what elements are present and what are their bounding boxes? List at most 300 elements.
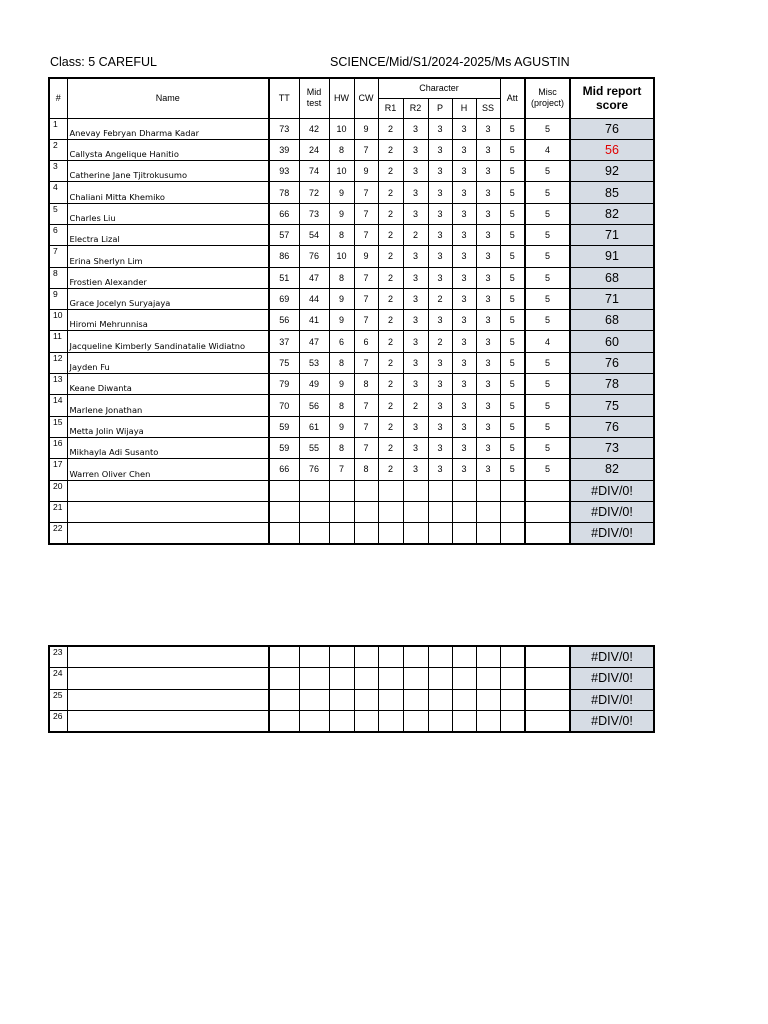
student-name xyxy=(67,646,269,668)
cw-score xyxy=(354,710,378,732)
misc-score: 5 xyxy=(525,118,570,139)
p-score: 3 xyxy=(428,246,452,267)
student-name: Callysta Angelique Hanitio xyxy=(67,139,269,160)
tt-score: 69 xyxy=(269,288,299,309)
ss-score xyxy=(476,523,500,545)
col-header-hw: HW xyxy=(329,78,354,118)
r1-score: 2 xyxy=(378,224,403,245)
r1-score xyxy=(378,646,403,668)
h-score: 3 xyxy=(452,118,476,139)
tt-score: 57 xyxy=(269,224,299,245)
col-header-r1: R1 xyxy=(378,98,403,118)
cw-score xyxy=(354,668,378,689)
tt-score: 51 xyxy=(269,267,299,288)
table-row xyxy=(49,710,654,732)
ss-score: 3 xyxy=(476,416,500,437)
h-score: 3 xyxy=(452,161,476,182)
att-score xyxy=(500,710,525,732)
h-score xyxy=(452,501,476,522)
p-score xyxy=(428,668,452,689)
hw-score xyxy=(329,480,354,501)
student-name: Jayden Fu xyxy=(67,352,269,373)
r2-score: 3 xyxy=(403,288,428,309)
mid-report-score: 68 xyxy=(570,267,654,288)
ss-score: 3 xyxy=(476,139,500,160)
r2-score: 3 xyxy=(403,437,428,458)
tt-score xyxy=(269,668,299,689)
hw-score: 9 xyxy=(329,416,354,437)
student-name: Mikhayla Adi Susanto xyxy=(67,437,269,458)
student-name: Marlene Jonathan xyxy=(67,395,269,416)
student-name: Electra Lizal xyxy=(67,224,269,245)
ss-score xyxy=(476,501,500,522)
mid-report-score: #DIV/0! xyxy=(570,646,654,668)
att-score: 5 xyxy=(500,161,525,182)
hw-score xyxy=(329,646,354,668)
r2-score: 3 xyxy=(403,182,428,203)
cw-score xyxy=(354,523,378,545)
r1-score: 2 xyxy=(378,288,403,309)
misc-score: 5 xyxy=(525,246,570,267)
r2-score: 3 xyxy=(403,161,428,182)
cw-score: 7 xyxy=(354,288,378,309)
row-number: 13 xyxy=(49,374,67,395)
col-header-cw: CW xyxy=(354,78,378,118)
hw-score xyxy=(329,668,354,689)
misc-score xyxy=(525,668,570,689)
ss-score xyxy=(476,646,500,668)
mid-report-score: 76 xyxy=(570,416,654,437)
hw-score xyxy=(329,689,354,710)
ss-score xyxy=(476,689,500,710)
r1-score: 2 xyxy=(378,310,403,331)
p-score: 3 xyxy=(428,459,452,480)
p-score: 2 xyxy=(428,331,452,352)
col-header-character: Character xyxy=(378,78,500,98)
r2-score xyxy=(403,668,428,689)
ss-score: 3 xyxy=(476,267,500,288)
ss-score xyxy=(476,668,500,689)
row-number: 8 xyxy=(49,267,67,288)
r2-score: 3 xyxy=(403,459,428,480)
p-score xyxy=(428,710,452,732)
ss-score xyxy=(476,710,500,732)
student-name: Catherine Jane Tjitrokusumo xyxy=(67,161,269,182)
student-name: Jacqueline Kimberly Sandinatalie Widiatno xyxy=(67,331,269,352)
r1-score: 2 xyxy=(378,331,403,352)
p-score: 3 xyxy=(428,203,452,224)
mid-test-score: 56 xyxy=(299,395,329,416)
mid-report-score: 71 xyxy=(570,288,654,309)
table-row xyxy=(49,501,654,522)
row-number: 7 xyxy=(49,246,67,267)
r2-score: 2 xyxy=(403,395,428,416)
student-name: Keane Diwanta xyxy=(67,374,269,395)
tt-score xyxy=(269,501,299,522)
ss-score: 3 xyxy=(476,161,500,182)
col-header-num: # xyxy=(49,78,67,118)
r2-score: 3 xyxy=(403,267,428,288)
mid-test-score: 24 xyxy=(299,139,329,160)
table-row xyxy=(49,523,654,545)
cw-score xyxy=(354,480,378,501)
misc-score: 5 xyxy=(525,374,570,395)
cw-score: 7 xyxy=(354,416,378,437)
h-score: 3 xyxy=(452,310,476,331)
r2-score: 3 xyxy=(403,246,428,267)
tt-score xyxy=(269,480,299,501)
table-row xyxy=(49,288,654,309)
ss-score: 3 xyxy=(476,331,500,352)
table-row xyxy=(49,203,654,224)
hw-score: 8 xyxy=(329,139,354,160)
mid-report-score: #DIV/0! xyxy=(570,668,654,689)
table-row xyxy=(49,161,654,182)
p-score: 3 xyxy=(428,352,452,373)
row-number: 22 xyxy=(49,523,67,545)
row-number: 4 xyxy=(49,182,67,203)
row-number: 25 xyxy=(49,689,67,710)
p-score xyxy=(428,480,452,501)
student-name xyxy=(67,689,269,710)
table-row xyxy=(49,267,654,288)
hw-score: 8 xyxy=(329,267,354,288)
tt-score xyxy=(269,689,299,710)
mid-report-score: #DIV/0! xyxy=(570,501,654,522)
p-score: 3 xyxy=(428,118,452,139)
ss-score: 3 xyxy=(476,118,500,139)
mid-test-score: 76 xyxy=(299,246,329,267)
p-score: 3 xyxy=(428,182,452,203)
student-name: Erina Sherlyn Lim xyxy=(67,246,269,267)
mid-report-score: 91 xyxy=(570,246,654,267)
table-row xyxy=(49,646,654,668)
hw-score xyxy=(329,710,354,732)
att-score xyxy=(500,668,525,689)
misc-score: 5 xyxy=(525,416,570,437)
mid-test-score: 53 xyxy=(299,352,329,373)
misc-score: 5 xyxy=(525,352,570,373)
h-score: 3 xyxy=(452,139,476,160)
ss-score: 3 xyxy=(476,352,500,373)
class-label: Class: 5 CAREFUL xyxy=(50,55,157,69)
mid-report-score: 76 xyxy=(570,352,654,373)
r1-score xyxy=(378,668,403,689)
misc-score: 5 xyxy=(525,161,570,182)
h-score: 3 xyxy=(452,267,476,288)
cw-score: 7 xyxy=(354,224,378,245)
mid-report-score: 73 xyxy=(570,437,654,458)
misc-score: 5 xyxy=(525,310,570,331)
p-score: 3 xyxy=(428,139,452,160)
r1-score: 2 xyxy=(378,203,403,224)
mid-report-score: 82 xyxy=(570,459,654,480)
table-row xyxy=(49,139,654,160)
h-score: 3 xyxy=(452,203,476,224)
att-score: 5 xyxy=(500,331,525,352)
r1-score: 2 xyxy=(378,352,403,373)
misc-score: 5 xyxy=(525,203,570,224)
mid-report-score: 60 xyxy=(570,331,654,352)
col-header-r2: R2 xyxy=(403,98,428,118)
row-number: 16 xyxy=(49,437,67,458)
h-score: 3 xyxy=(452,416,476,437)
subject-label: SCIENCE/Mid/S1/2024-2025/Ms AGUSTIN xyxy=(330,55,570,69)
row-number: 23 xyxy=(49,646,67,668)
tt-score xyxy=(269,646,299,668)
mid-report-score: #DIV/0! xyxy=(570,480,654,501)
hw-score: 9 xyxy=(329,288,354,309)
hw-score: 9 xyxy=(329,310,354,331)
cw-score xyxy=(354,689,378,710)
table-row xyxy=(49,182,654,203)
hw-score xyxy=(329,523,354,545)
misc-score xyxy=(525,646,570,668)
att-score: 5 xyxy=(500,310,525,331)
ss-score: 3 xyxy=(476,182,500,203)
mid-report-score: 92 xyxy=(570,161,654,182)
row-number: 24 xyxy=(49,668,67,689)
mid-test-score: 44 xyxy=(299,288,329,309)
grade-table-continued xyxy=(48,645,655,733)
misc-score: 5 xyxy=(525,459,570,480)
student-name: Chaliani Mitta Khemiko xyxy=(67,182,269,203)
page-header xyxy=(50,55,670,73)
misc-score xyxy=(525,480,570,501)
ss-score xyxy=(476,480,500,501)
student-name: Hiromi Mehrunnisa xyxy=(67,310,269,331)
cw-score: 7 xyxy=(354,203,378,224)
r1-score: 2 xyxy=(378,118,403,139)
table-row xyxy=(49,416,654,437)
mid-report-score: 78 xyxy=(570,374,654,395)
att-score xyxy=(500,646,525,668)
row-number: 12 xyxy=(49,352,67,373)
cw-score: 7 xyxy=(354,437,378,458)
cw-score: 7 xyxy=(354,395,378,416)
mid-test-score xyxy=(299,710,329,732)
cw-score xyxy=(354,646,378,668)
cw-score: 9 xyxy=(354,161,378,182)
att-score xyxy=(500,480,525,501)
h-score: 3 xyxy=(452,352,476,373)
student-name: Anevay Febryan Dharma Kadar xyxy=(67,118,269,139)
misc-score: 4 xyxy=(525,331,570,352)
mid-test-score: 55 xyxy=(299,437,329,458)
mid-report-score: #DIV/0! xyxy=(570,689,654,710)
r2-score xyxy=(403,689,428,710)
att-score: 5 xyxy=(500,246,525,267)
att-score: 5 xyxy=(500,416,525,437)
h-score xyxy=(452,523,476,545)
att-score: 5 xyxy=(500,118,525,139)
mid-test-score: 76 xyxy=(299,459,329,480)
mid-test-score: 73 xyxy=(299,203,329,224)
row-number: 6 xyxy=(49,224,67,245)
r2-score: 3 xyxy=(403,416,428,437)
r1-score xyxy=(378,480,403,501)
r2-score xyxy=(403,523,428,545)
r2-score: 2 xyxy=(403,224,428,245)
misc-score xyxy=(525,689,570,710)
att-score: 5 xyxy=(500,224,525,245)
mid-test-score xyxy=(299,480,329,501)
mid-test-score xyxy=(299,689,329,710)
col-header-h: H xyxy=(452,98,476,118)
r1-score: 2 xyxy=(378,246,403,267)
row-number: 21 xyxy=(49,501,67,522)
mid-report-score: 82 xyxy=(570,203,654,224)
mid-test-score: 41 xyxy=(299,310,329,331)
r2-score: 3 xyxy=(403,352,428,373)
table-row xyxy=(49,246,654,267)
mid-report-score: 85 xyxy=(570,182,654,203)
table-row xyxy=(49,352,654,373)
misc-score: 4 xyxy=(525,139,570,160)
ss-score: 3 xyxy=(476,203,500,224)
table-row xyxy=(49,459,654,480)
cw-score: 8 xyxy=(354,374,378,395)
h-score: 3 xyxy=(452,246,476,267)
tt-score: 93 xyxy=(269,161,299,182)
table-row xyxy=(49,480,654,501)
r1-score xyxy=(378,710,403,732)
h-score: 3 xyxy=(452,288,476,309)
cw-score: 7 xyxy=(354,182,378,203)
h-score: 3 xyxy=(452,182,476,203)
r1-score: 2 xyxy=(378,161,403,182)
cw-score: 6 xyxy=(354,331,378,352)
mid-report-score: 71 xyxy=(570,224,654,245)
p-score xyxy=(428,689,452,710)
p-score: 3 xyxy=(428,437,452,458)
ss-score: 3 xyxy=(476,374,500,395)
misc-score: 5 xyxy=(525,437,570,458)
r1-score: 2 xyxy=(378,437,403,458)
hw-score: 8 xyxy=(329,437,354,458)
mid-report-score: 68 xyxy=(570,310,654,331)
table-row xyxy=(49,395,654,416)
ss-score: 3 xyxy=(476,395,500,416)
cw-score xyxy=(354,501,378,522)
col-header-name: Name xyxy=(67,78,269,118)
h-score xyxy=(452,710,476,732)
h-score xyxy=(452,668,476,689)
hw-score xyxy=(329,501,354,522)
cw-score: 9 xyxy=(354,118,378,139)
r1-score: 2 xyxy=(378,374,403,395)
tt-score: 56 xyxy=(269,310,299,331)
tt-score: 86 xyxy=(269,246,299,267)
mid-report-score: 56 xyxy=(570,139,654,160)
student-name xyxy=(67,523,269,545)
r2-score xyxy=(403,501,428,522)
misc-score: 5 xyxy=(525,224,570,245)
tt-score: 66 xyxy=(269,459,299,480)
hw-score: 10 xyxy=(329,246,354,267)
cw-score: 8 xyxy=(354,459,378,480)
p-score: 3 xyxy=(428,310,452,331)
p-score: 3 xyxy=(428,374,452,395)
row-number: 10 xyxy=(49,310,67,331)
att-score: 5 xyxy=(500,374,525,395)
hw-score: 9 xyxy=(329,203,354,224)
mid-test-score: 74 xyxy=(299,161,329,182)
hw-score: 7 xyxy=(329,459,354,480)
h-score: 3 xyxy=(452,437,476,458)
table-row xyxy=(49,668,654,689)
tt-score xyxy=(269,523,299,545)
tt-score: 79 xyxy=(269,374,299,395)
p-score: 3 xyxy=(428,267,452,288)
mid-report-score: 75 xyxy=(570,395,654,416)
mid-test-score: 47 xyxy=(299,267,329,288)
tt-score: 70 xyxy=(269,395,299,416)
table-row xyxy=(49,224,654,245)
misc-score xyxy=(525,501,570,522)
h-score xyxy=(452,646,476,668)
tt-score: 39 xyxy=(269,139,299,160)
att-score: 5 xyxy=(500,288,525,309)
att-score xyxy=(500,689,525,710)
student-name: Charles Liu xyxy=(67,203,269,224)
mid-test-score xyxy=(299,646,329,668)
r2-score xyxy=(403,646,428,668)
mid-report-score: 76 xyxy=(570,118,654,139)
att-score: 5 xyxy=(500,459,525,480)
mid-test-score xyxy=(299,668,329,689)
row-number: 26 xyxy=(49,710,67,732)
r2-score: 3 xyxy=(403,203,428,224)
table-row xyxy=(49,118,654,139)
hw-score: 9 xyxy=(329,182,354,203)
mid-test-score: 54 xyxy=(299,224,329,245)
r1-score xyxy=(378,689,403,710)
tt-score: 78 xyxy=(269,182,299,203)
row-number: 17 xyxy=(49,459,67,480)
row-number: 9 xyxy=(49,288,67,309)
student-name xyxy=(67,710,269,732)
row-number: 15 xyxy=(49,416,67,437)
student-name xyxy=(67,480,269,501)
h-score xyxy=(452,689,476,710)
row-number: 14 xyxy=(49,395,67,416)
tt-score: 75 xyxy=(269,352,299,373)
p-score: 3 xyxy=(428,224,452,245)
col-header-p: P xyxy=(428,98,452,118)
att-score xyxy=(500,501,525,522)
r2-score: 3 xyxy=(403,374,428,395)
r2-score xyxy=(403,710,428,732)
hw-score: 10 xyxy=(329,161,354,182)
cw-score: 7 xyxy=(354,267,378,288)
mid-test-score: 42 xyxy=(299,118,329,139)
tt-score: 59 xyxy=(269,416,299,437)
table-row xyxy=(49,437,654,458)
tt-score: 59 xyxy=(269,437,299,458)
ss-score: 3 xyxy=(476,459,500,480)
col-header-mid-test: Mid test xyxy=(299,78,329,118)
col-header-misc: Misc (project) xyxy=(525,78,570,118)
ss-score: 3 xyxy=(476,246,500,267)
att-score: 5 xyxy=(500,352,525,373)
row-number: 3 xyxy=(49,161,67,182)
ss-score: 3 xyxy=(476,288,500,309)
table-row xyxy=(49,689,654,710)
r2-score: 3 xyxy=(403,310,428,331)
p-score xyxy=(428,501,452,522)
student-name: Frostien Alexander xyxy=(67,267,269,288)
